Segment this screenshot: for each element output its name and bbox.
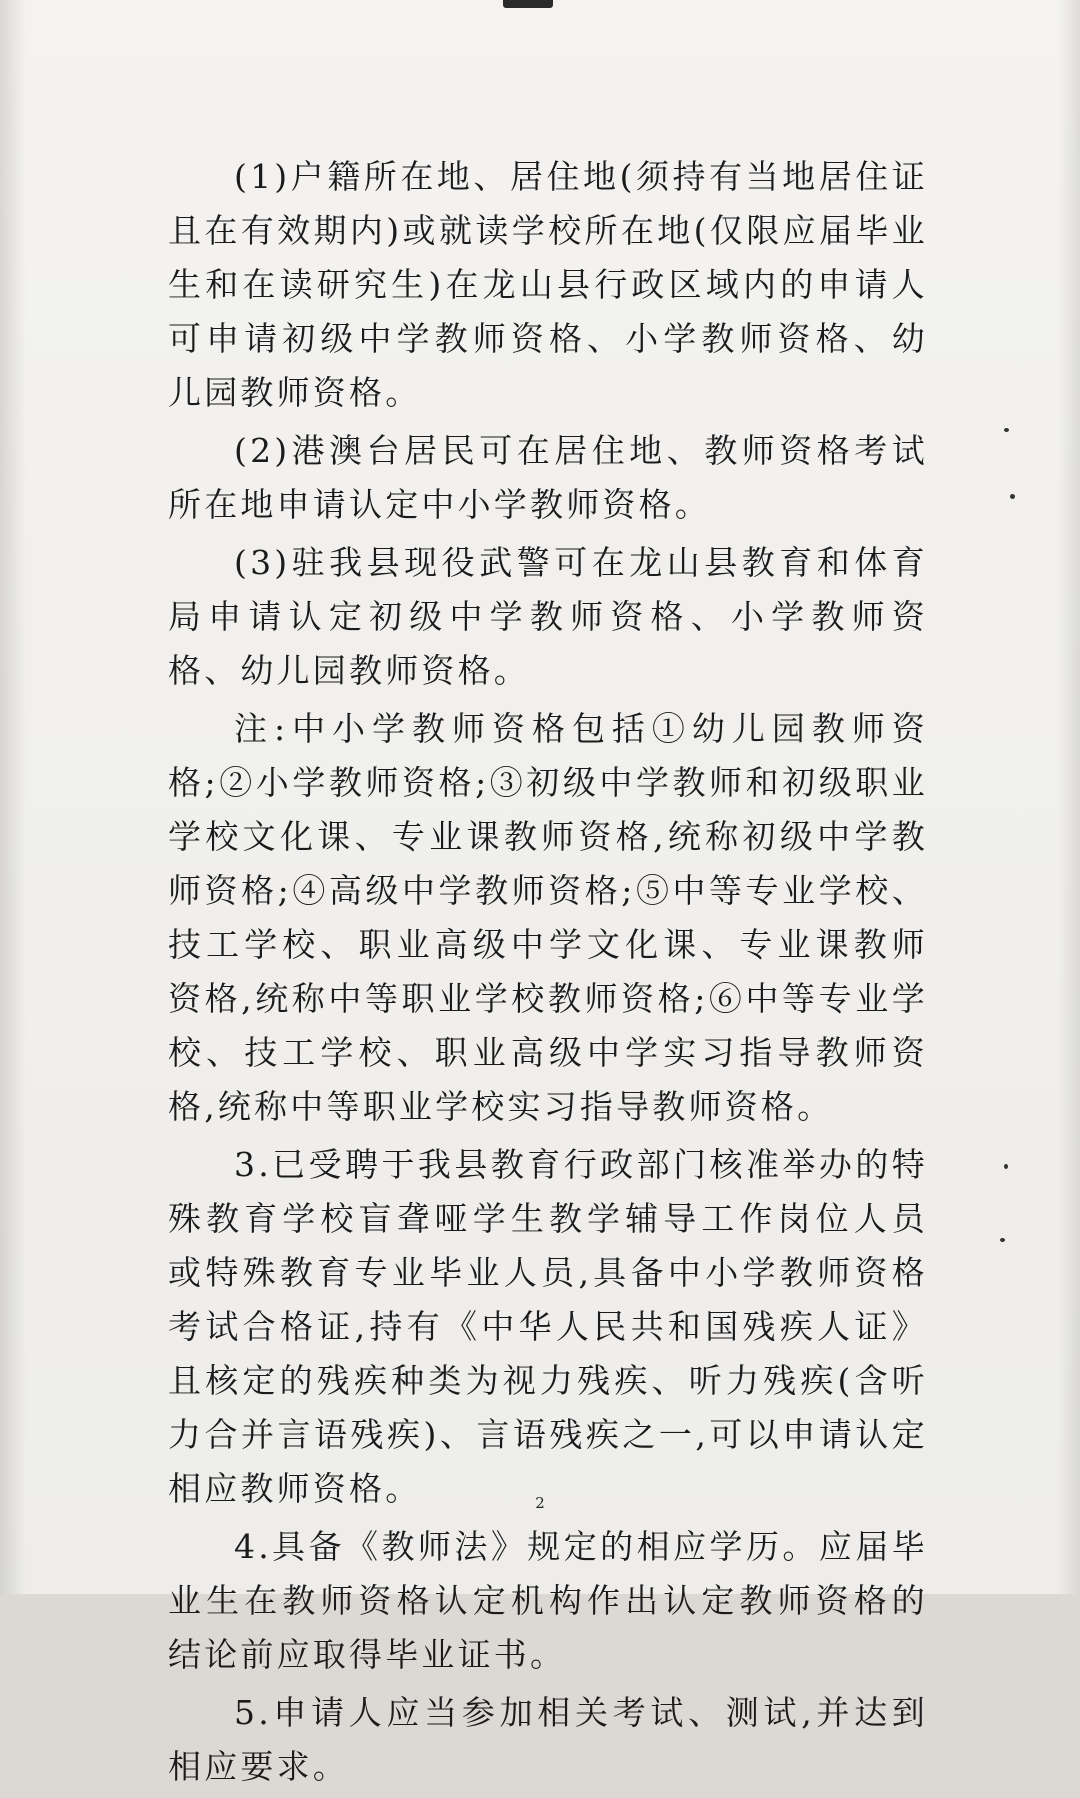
scan-speck bbox=[1000, 1238, 1005, 1242]
scan-shadow-right bbox=[1058, 0, 1080, 1594]
page-number: 2 bbox=[535, 1494, 545, 1512]
paragraph-item-2: (2)港澳台居民可在居住地、教师资格考试所在地申请认定中小学教师资格。 bbox=[168, 431, 928, 524]
scan-speck bbox=[1010, 494, 1015, 499]
paragraph-5: 5.申请人应当参加相关考试、测试,并达到相应要求。 bbox=[168, 1693, 928, 1786]
scan-shadow-left bbox=[0, 0, 26, 1594]
paragraph-item-3: (3)驻我县现役武警可在龙山县教育和体育局申请认定初级中学教师资格、小学教师资格、幼儿园教师资格。 bbox=[168, 543, 928, 690]
paragraph-item-1: (1)户籍所在地、居住地(须持有当地居住证且在有效期内)或就读学校所在地(仅限应届毕业生和在读研究生)在龙山县行政区域内的申请人可申请初级中学教师资格、小学教师资格、幼儿园教师资格。 bbox=[168, 157, 928, 412]
document-body bbox=[168, 150, 928, 1798]
scan-speck bbox=[1004, 428, 1009, 432]
paragraph-3: 3.已受聘于我县教育行政部门核准举办的特殊教育学校盲聋哑学生教学辅导工作岗位人员或特殊教育专业毕业人员,具备中小学教师资格考试合格证,持有《中华人民共和国残疾人证》且核定的残疾种类为视力残疾、听力残疾(含听力合并言语残疾)、言语残疾之一,可以申请认定相应教师资格。 bbox=[168, 1145, 928, 1508]
scan-speck bbox=[1004, 1164, 1008, 1169]
paragraph-4: 4.具备《教师法》规定的相应学历。应届毕业生在教师资格认定机构作出认定教师资格的结论前应取得毕业证书。 bbox=[168, 1527, 928, 1674]
paragraph-note: 注:中小学教师资格包括①幼儿园教师资格;②小学教师资格;③初级中学教师和初级职业学校文化课、专业课教师资格,统称初级中学教师资格;④高级中学教师资格;⑤中等专业学校、技工学校、职业高级中学文化课、专业课教师资格,统称中等职业学校教师资格;⑥中等专业学校、技工学校、职业高级中学实习指导教师资格,统称中等职业学校实习指导教师资格。 bbox=[168, 709, 928, 1126]
binding-mark bbox=[503, 0, 553, 8]
